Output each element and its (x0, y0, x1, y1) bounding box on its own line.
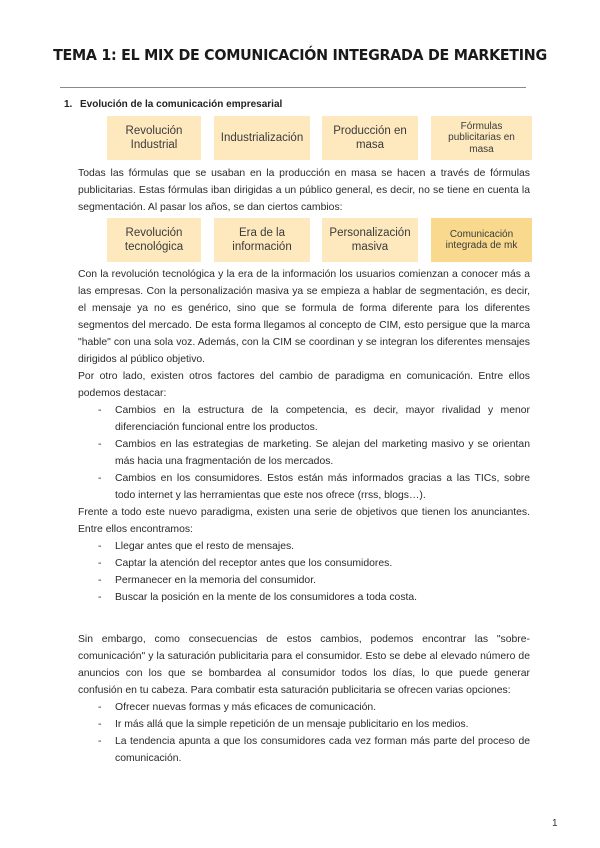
box-industrializacion: Industrialización (214, 116, 310, 160)
page-number: 1 (552, 818, 558, 829)
evolution-row-2 (107, 218, 532, 262)
list-item: - Ofrecer nuevas formas y más eficaces de comunicación. (78, 699, 530, 716)
list-item: - Permanecer en la memoria del consumidor. (78, 572, 530, 589)
evolution-row-1 (107, 116, 532, 160)
box-revolucion-tecnologica: Revolución tecnológica (107, 218, 201, 262)
paragraph-2: Con la revolución tecnológica y la era de la información los usuarios comienzan a conocer más a las empresas. Con la personalización masiva ya se empieza a hablar de segmentación, es decir, el mensaje ya no es genérico, sino que se formula de forma diferente para los diferentes segmentos del mercado. De esta forma llegamos al concepto de CIM, esto persigue que la marca "hable" con una sola voz. Además, con la CIM se coordinan y se integran los diferentes mensajes dirigidos al público objetivo. (78, 269, 530, 365)
section-heading (64, 99, 282, 110)
box-era-de-la-informacion: Era de la información (214, 218, 310, 262)
box-formulas-publicitarias: Fórmulas publicitarias en masa (431, 116, 532, 160)
list-item: - La tendencia apunta a que los consumidores cada vez forman más parte del proceso de comunicación. (78, 733, 530, 767)
title-divider (60, 87, 526, 88)
box-personalizacion-masiva: Personalización masiva (322, 218, 418, 262)
list-item: - Buscar la posición en la mente de los consumidores a toda costa. (78, 589, 530, 606)
list-item: - Captar la atención del receptor antes que los consumidores. (78, 555, 530, 572)
advertiser-goals-list (78, 538, 530, 606)
section-number: 1. (64, 99, 73, 110)
body-block-1 (78, 266, 530, 606)
list-item: - Cambios en los consumidores. Estos están más informados gracias a las TICs, sobre todo internet y las herramientas que este nos ofrece (rrss, blogs…). (78, 470, 530, 504)
paradigm-factors-list (78, 402, 530, 504)
document-title: TEMA 1: EL MIX DE COMUNICACIÓN INTEGRADA DE MARKETING (53, 46, 547, 64)
list-item: - Ir más allá que la simple repetición de un mensaje publicitario en los medios. (78, 716, 530, 733)
body-block-2 (78, 631, 530, 767)
section-heading-text: Evolución de la comunicación empresarial (80, 99, 283, 110)
paragraph-1: Todas las fórmulas que se usaban en la producción en masa se hacen a través de fórmulas publicitarias. Estas fórmulas iban dirigidas a un público general, es decir, no se tiene en cuenta la segmentación. Al pasar los años, se dan ciertos cambios: (78, 168, 530, 213)
box-revolucion-industrial: Revolución Industrial (107, 116, 201, 160)
box-comunicacion-integrada: Comunicación integrada de mk (431, 218, 532, 262)
paragraph-5: Sin embargo, como consecuencias de estos cambios, podemos encontrar las "sobre-comunicación" y la saturación publicitaria para el consumidor. Esto se debe al elevado número de anuncios con los que se bombardea al consumidor todos los días, lo que puede generar confusión en tu cabeza. Para combatir esta saturación publicitaria se ofrecen varias opciones: (78, 634, 530, 696)
saturation-options-list (78, 699, 530, 767)
list-item: - Llegar antes que el resto de mensajes. (78, 538, 530, 555)
box-produccion-en-masa: Producción en masa (322, 116, 418, 160)
list-item: - Cambios en la estructura de la competencia, es decir, mayor rivalidad y menor diferenciación funcional entre los productos. (78, 402, 530, 436)
paragraph-4: Frente a todo este nuevo paradigma, existen una serie de objetivos que tienen los anunciantes. Entre ellos encontramos: (78, 507, 530, 535)
list-item: - Cambios en las estrategias de marketing. Se alejan del marketing masivo y se orientan más hacia una fragmentación de los mercados. (78, 436, 530, 470)
paragraph-3: Por otro lado, existen otros factores del cambio de paradigma en comunicación. Entre ellos podemos destacar: (78, 371, 530, 399)
